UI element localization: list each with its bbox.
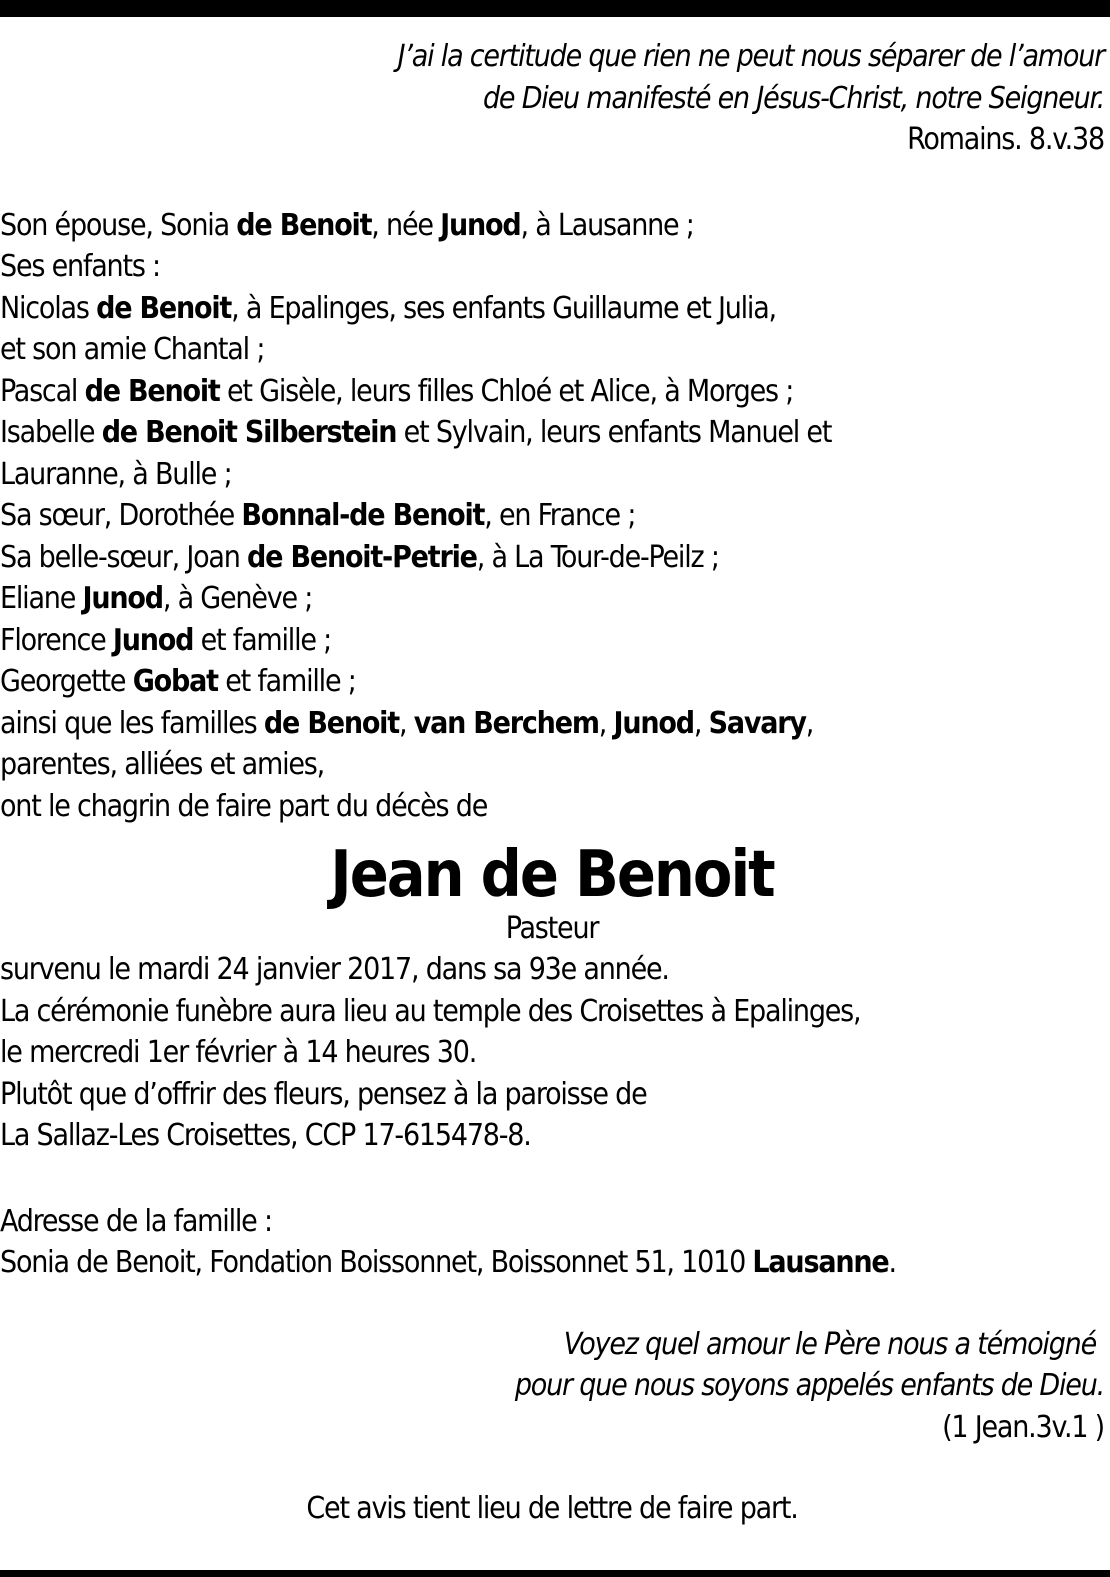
verse-top-line-2: de Dieu manifesté en Jésus-Christ, notre Seigneur.: [482, 80, 1104, 116]
family-line: Florence Junod et famille ;: [0, 622, 332, 658]
family-line: et son amie Chantal ;: [0, 332, 265, 367]
family-address: [0, 1201, 1104, 1284]
family-list: [0, 205, 1104, 828]
funeral-details: [0, 949, 1104, 1157]
deceased-title: Pasteur: [505, 911, 599, 946]
family-line: Lauranne, à Bulle ;: [0, 456, 232, 492]
verse-top: [0, 36, 1104, 161]
top-rule: [0, 0, 1110, 17]
address-city: Lausanne: [752, 1245, 889, 1280]
family-line: ainsi que les familles de Benoit, van Berchem, Junod, Savary,: [0, 705, 814, 741]
family-line: Sa sœur, Dorothée Bonnal-de Benoit, en France ;: [0, 498, 636, 533]
family-line: ont le chagrin de faire part du décès de: [0, 788, 488, 824]
verse-bottom: [0, 1324, 1104, 1449]
address-label: Adresse de la famille :: [0, 1203, 272, 1239]
details-line: Plutôt que d’offrir des fleurs, pensez à la paroisse de: [0, 1076, 647, 1112]
details-line: le mercredi 1er février à 14 heures 30.: [0, 1035, 477, 1070]
family-line: Pascal de Benoit et Gisèle, leurs filles Chloé et Alice, à Morges ;: [0, 373, 794, 409]
bottom-rule: [0, 1570, 1110, 1577]
closing-note: Cet avis tient lieu de lettre de faire part.: [306, 1491, 798, 1526]
verse-bottom-line-1: Voyez quel amour le Père nous a témoigné: [563, 1326, 1096, 1362]
family-line: Nicolas de Benoit, à Epalinges, ses enfants Guillaume et Julia,: [0, 290, 776, 326]
family-line: Isabelle de Benoit Silberstein et Sylvain, leurs enfants Manuel et: [0, 415, 832, 450]
verse-bottom-reference: (1 Jean.3v.1 ): [942, 1409, 1104, 1445]
family-line: Ses enfants :: [0, 249, 160, 284]
family-line: Georgette Gobat et famille ;: [0, 664, 356, 699]
details-line: La Sallaz-Les Croisettes, CCP 17-615478-8.: [0, 1118, 531, 1153]
verse-top-reference: Romains. 8.v.38: [907, 122, 1104, 157]
family-line: parentes, alliées et amies,: [0, 747, 325, 782]
family-line: Son épouse, Sonia de Benoit, née Junod, à Lausanne ;: [0, 207, 694, 243]
verse-top-line-1: J’ai la certitude que rien ne peut nous séparer de l’amour: [397, 39, 1104, 74]
deceased-name: Jean de Benoit: [330, 838, 774, 912]
verse-bottom-line-2: pour que nous soyons appelés enfants de Dieu.: [514, 1368, 1104, 1403]
details-line: La cérémonie funèbre aura lieu au temple des Croisettes à Epalinges,: [0, 993, 861, 1029]
obituary-notice: [0, 36, 1104, 1530]
family-line: Sa belle-sœur, Joan de Benoit-Petrie, à La Tour-de-Peilz ;: [0, 539, 719, 575]
family-line: Eliane Junod, à Genève ;: [0, 581, 313, 616]
details-line: survenu le mardi 24 janvier 2017, dans sa 93e année.: [0, 952, 669, 987]
address-line: Sonia de Benoit, Fondation Boissonnet, Boissonnet 51, 1010 Lausanne.: [0, 1245, 896, 1280]
